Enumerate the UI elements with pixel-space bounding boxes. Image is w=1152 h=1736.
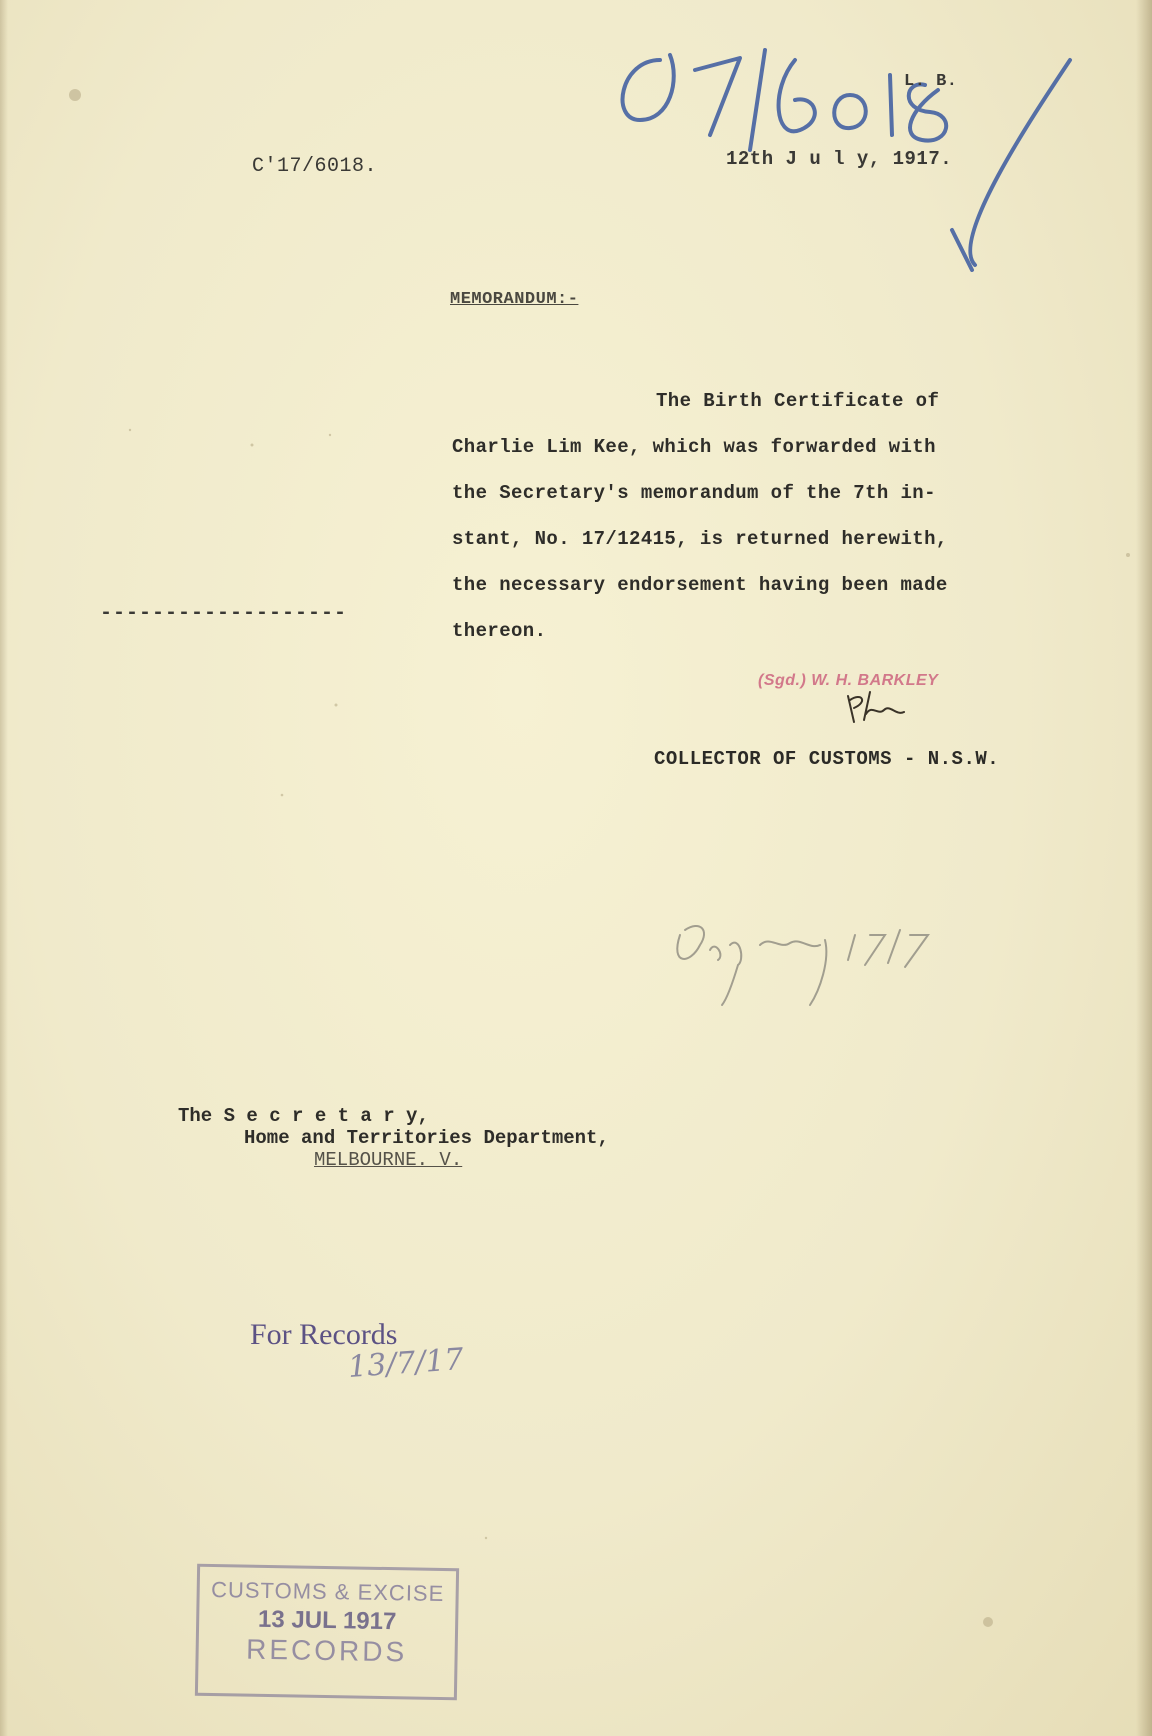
body-line-4: stant, No. 17/12415, is returned herewith,: [452, 528, 948, 550]
body-line-1: The Birth Certificate of: [656, 390, 940, 412]
signatory-title: COLLECTOR OF CUSTOMS - N.S.W.: [654, 748, 1000, 770]
customs-stamp-line-3: RECORDS: [245, 1633, 408, 1668]
customs-stamp-line-1: CUSTOMS & EXCISE: [210, 1576, 445, 1607]
memo-date: 12th J u l y, 1917.: [726, 148, 953, 170]
customs-stamp-date: 13 JUL 1917: [257, 1605, 397, 1636]
file-reference: C'17/6018.: [252, 155, 378, 178]
for-records-stamp: For Records: [250, 1318, 398, 1351]
addressee-line-3: MELBOURNE. V.: [314, 1149, 463, 1171]
memo-heading: MEMORANDUM:-: [450, 290, 579, 309]
body-line-2: Charlie Lim Kee, which was forwarded with: [452, 436, 936, 458]
lb-mark: L. B.: [904, 72, 958, 91]
addressee-line-2: Home and Territories Department,: [244, 1127, 609, 1149]
body-line-3: the Secretary's memorandum of the 7th in-: [452, 482, 936, 504]
body-line-6: thereon.: [452, 620, 547, 642]
signature-stamp: (Sgd.) W. H. BARKLEY: [758, 672, 939, 689]
body-line-5: the necessary endorsement having been made: [452, 574, 948, 596]
addressee-line-1: The S e c r e t a r y,: [178, 1105, 429, 1127]
separator-dashes: -------------------: [100, 602, 348, 625]
for-records-date: 13/7/17: [346, 1342, 465, 1385]
